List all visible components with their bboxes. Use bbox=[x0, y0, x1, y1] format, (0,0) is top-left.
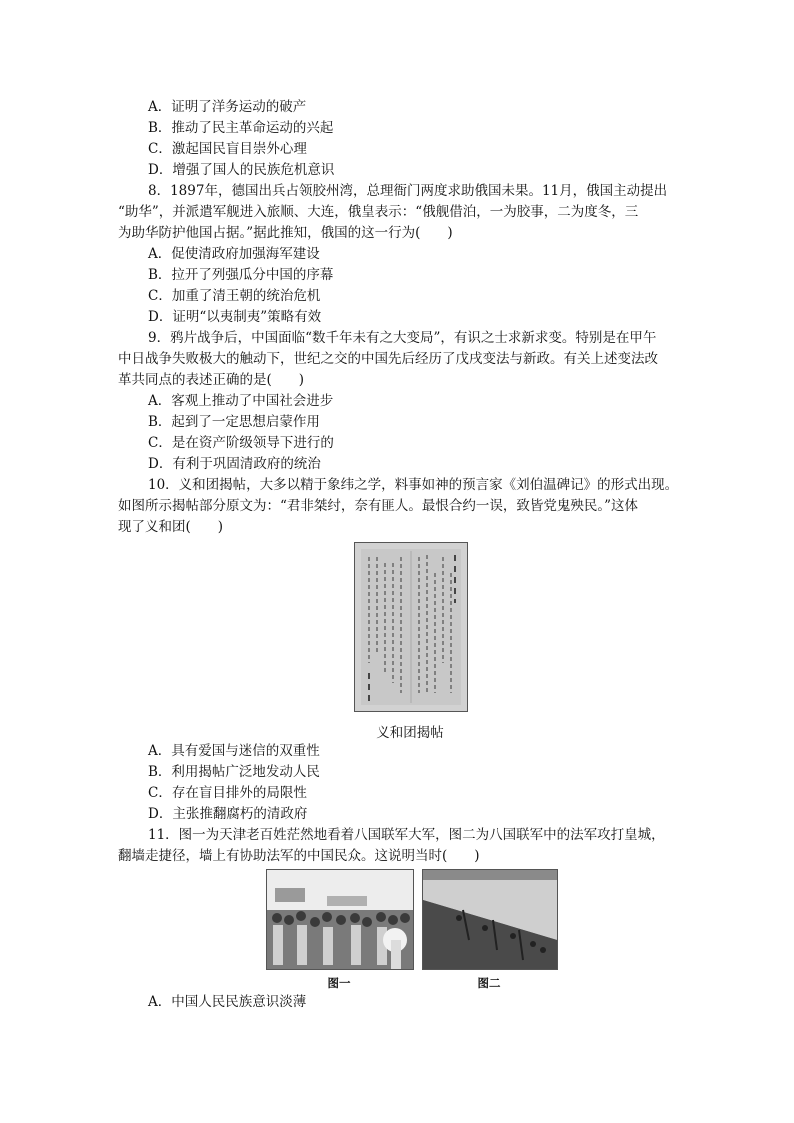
figure-one-caption: 图一 bbox=[327, 976, 351, 990]
q7-option-c: C．激起国民盲目崇外心理 bbox=[148, 141, 307, 157]
q9-option-d: D．有利于巩固清政府的统治 bbox=[148, 456, 321, 472]
q7-option-b: B．推动了民主革命运动的兴起 bbox=[148, 120, 334, 136]
q8-stem-line-2: “助华”，并派遣军舰进入旅顺、大连，俄皇表示：“俄舰借泊，一为胶事，二为度冬，三 bbox=[118, 204, 639, 220]
boxer-poster-illustration bbox=[355, 543, 467, 711]
q10-stem-line-2: 如图所示揭帖部分原文为：“君非桀纣，奈有匪人。最恨合约一误，致皆党鬼殃民。”这体 bbox=[118, 498, 639, 514]
q9-stem-line-3: 革共同点的表述正确的是( ) bbox=[118, 372, 305, 388]
q11-stem-line-1: 11．图一为天津老百姓茫然地看着八国联军大军，图二为八国联军中的法军攻打皇城， bbox=[148, 827, 665, 843]
q7-option-d: D．增强了国人的民族危机意识 bbox=[148, 162, 335, 178]
q8-option-b: B．拉开了列强瓜分中国的序幕 bbox=[148, 267, 334, 283]
q9-option-b: B．起到了一定思想启蒙作用 bbox=[148, 414, 320, 430]
figure-one-photo bbox=[266, 869, 414, 970]
q10-stem-line-3: 现了义和团( ) bbox=[118, 519, 224, 535]
q11-stem-line-2: 翻墙走捷径，墙上有协助法军的中国民众。这说明当时( ) bbox=[118, 848, 480, 864]
poster-caption: 义和团揭帖 bbox=[376, 725, 444, 741]
q10-stem-line-1: 10．义和团揭帖，大多以精于象纬之学，料事如神的预言家《刘伯温碑记》的形式出现。 bbox=[148, 477, 679, 493]
q8-stem-line-1: 8．1897年，德国出兵占领胶州湾，总理衙门两度求助俄国未果。11月，俄国主动提出 bbox=[148, 183, 668, 199]
boxer-poster-image bbox=[354, 542, 468, 712]
q9-stem-line-1: 9．鸦片战争后，中国面临“数千年未有之大变局”，有识之士求新求变。特别是在甲午 bbox=[148, 330, 657, 346]
crowd-photo-illustration bbox=[267, 870, 413, 969]
q8-option-c: C．加重了清王朝的统治危机 bbox=[148, 288, 321, 304]
q9-option-a: A．客观上推动了中国社会进步 bbox=[148, 393, 334, 409]
q10-option-a: A．具有爱国与迷信的双重性 bbox=[148, 743, 320, 759]
wall-photo-illustration bbox=[423, 870, 557, 969]
q11-option-a: A．中国人民民族意识淡薄 bbox=[148, 994, 307, 1010]
figure-two-photo bbox=[422, 869, 558, 970]
q9-stem-line-2: 中日战争失败极大的触动下，世纪之交的中国先后经历了戊戌变法与新政。有关上述变法改 bbox=[118, 351, 658, 367]
figure-two-caption: 图二 bbox=[477, 976, 501, 990]
q8-option-d: D．证明“以夷制夷”策略有效 bbox=[148, 309, 322, 325]
q10-option-c: C．存在盲目排外的局限性 bbox=[148, 785, 307, 801]
q8-stem-line-3: 为助华防护他国占据。”据此推知，俄国的这一行为( ) bbox=[118, 225, 453, 241]
q10-option-d: D．主张推翻腐朽的清政府 bbox=[148, 806, 308, 822]
q8-option-a: A．促使清政府加强海军建设 bbox=[148, 246, 320, 262]
q10-option-b: B．利用揭帖广泛地发动人民 bbox=[148, 764, 320, 780]
q9-option-c: C．是在资产阶级领导下进行的 bbox=[148, 435, 334, 451]
q7-option-a: A．证明了洋务运动的破产 bbox=[148, 99, 307, 115]
